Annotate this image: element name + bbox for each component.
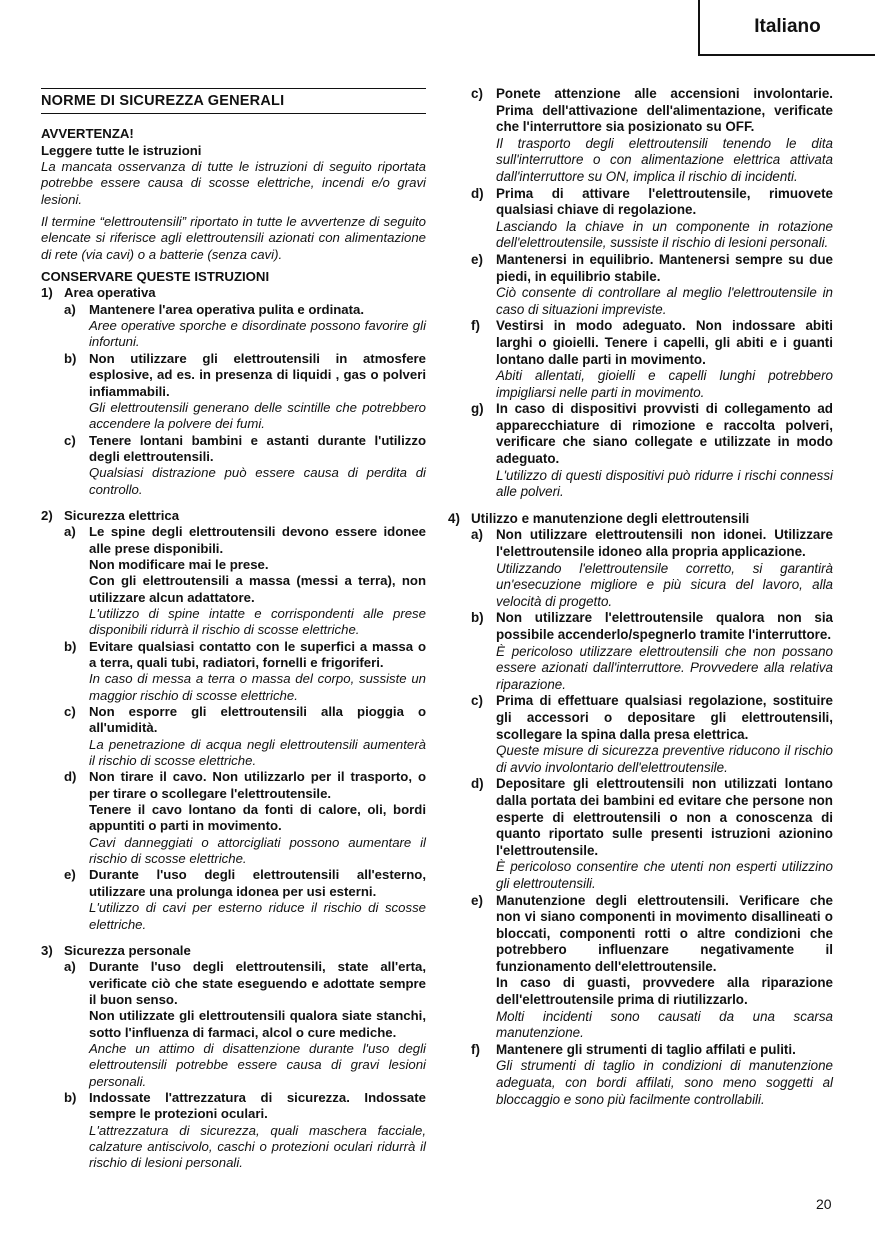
- item-letter: b): [471, 610, 484, 626]
- right-column: [448, 86, 833, 1108]
- item-instruction: Mantenere gli strumenti di taglio affilati e puliti.: [496, 1041, 796, 1057]
- item-letter: c): [64, 432, 76, 448]
- section-title: Utilizzo e manutenzione degli elettroutensili: [471, 510, 750, 526]
- list-item: [64, 639, 426, 704]
- list-item: [471, 693, 833, 776]
- list-item: [64, 524, 426, 638]
- item-letter: e): [471, 892, 483, 908]
- item-explanation: È pericoloso consentire che utenti non esperti utilizzino gli elettroutensili.: [496, 859, 833, 891]
- item-letter: f): [471, 318, 480, 334]
- item-explanation: Queste misure di sicurezza preventive riducono il rischio di avvio involontario dell'elettroutensile.: [496, 743, 833, 775]
- intro-text-1: La mancata osservanza di tutte le istruzioni di seguito riportata potrebbe essere causa di scosse elettriche, incendi e/o gravi lesioni.: [41, 159, 426, 207]
- item-letter: d): [471, 185, 484, 201]
- item-explanation: L'utilizzo di spine intatte e corrispondenti alle prese disponibili ridurrà il rischio di scosse elettriche.: [89, 605, 426, 638]
- item-instruction: In caso di guasti, provvedere alla riparazione dell'elettroutensile prima di riutilizzarlo.: [496, 975, 833, 1008]
- section-heading: [41, 285, 426, 301]
- item-instruction: Non utilizzate gli elettroutensili qualora siate stanchi, sotto l'influenza di farmaci, alcol o cure mediche.: [89, 1008, 426, 1040]
- item-explanation: Qualsiasi distrazione può essere causa di perdita di controllo.: [89, 465, 426, 497]
- item-instruction: Mantenersi in equilibrio. Mantenersi sempre su due piedi, in equilibrio stabile.: [496, 251, 833, 284]
- language-tab: Italiano: [698, 0, 875, 56]
- item-instruction: Durante l'uso degli elettroutensili all'esterno, utilizzare una prolunga idonea per usi esterni.: [89, 867, 426, 899]
- item-letter: c): [471, 693, 483, 709]
- list-item: [64, 704, 426, 769]
- page-number: 20: [816, 1196, 832, 1212]
- item-explanation: Cavi danneggiati o attorcigliati possono aumentare il rischio di scosse elettriche.: [89, 834, 426, 867]
- item-explanation: Ciò consente di controllare al meglio l'elettroutensile in caso di situazioni impreviste.: [496, 285, 833, 317]
- item-letter: a): [64, 301, 76, 317]
- list-item: [471, 401, 833, 501]
- section-number: 3): [41, 942, 53, 958]
- item-explanation: Il trasporto degli elettroutensili tenendo le dita sull'interruttore o con alimentazione elettrica attivata dall'interruttore su ON, implica il rischio di incidenti.: [496, 135, 833, 184]
- item-instruction: Vestirsi in modo adeguato. Non indossare abiti larghi o gioielli. Tenere i capelli, gli abiti e i guanti lontano dalle parti in movimento.: [496, 318, 833, 367]
- list-item: [471, 527, 833, 610]
- item-instruction: Tenere il cavo lontano da fonti di calore, oli, bordi appuntiti o parti in movimento.: [89, 802, 426, 834]
- section-heading: [41, 508, 426, 524]
- item-instruction: Non utilizzare elettroutensili non idonei. Utilizzare l'elettroutensile idoneo alla propria applicazione.: [496, 527, 833, 560]
- list-item: [64, 867, 426, 932]
- list-item: [471, 186, 833, 252]
- list-item: [64, 351, 426, 433]
- item-letter: d): [471, 776, 484, 792]
- item-instruction: Indossate l'attrezzatura di sicurezza. Indossate sempre le protezioni oculari.: [89, 1089, 426, 1122]
- item-explanation: In caso di messa a terra o massa del corpo, sussiste un maggior rischio di scosse elettriche.: [89, 671, 426, 703]
- page-title: NORME DI SICUREZZA GENERALI: [41, 88, 426, 114]
- list-item: [64, 959, 426, 1090]
- item-letter: e): [64, 867, 76, 883]
- list-item: [64, 433, 426, 498]
- warning-label: AVVERTENZA!: [41, 126, 134, 142]
- item-instruction: Ponete attenzione alle accensioni involontarie. Prima dell'attivazione dell'alimentazione, verificate che l'interruttore sia posizionato su OFF.: [496, 86, 833, 135]
- item-instruction: Durante l'uso degli elettroutensili, state all'erta, verificate ciò che state eseguendo e adottate sempre il buon senso.: [89, 959, 426, 1007]
- list-item: [64, 769, 426, 867]
- list-item: [471, 86, 833, 186]
- item-letter: c): [64, 704, 76, 720]
- section-title: Sicurezza elettrica: [64, 507, 180, 523]
- item-instruction: Evitare qualsiasi contatto con le superfici a massa o a terra, quali tubi, radiatori, fornelli e frigoriferi.: [89, 638, 426, 670]
- list-item: [471, 252, 833, 318]
- read-instructions-label: Leggere tutte le istruzioni: [41, 142, 202, 158]
- item-explanation: Gli elettroutensili generano delle scintille che potrebbero accendere la polvere dei fumi.: [89, 399, 426, 432]
- item-explanation: Abiti allentati, gioielli e capelli lunghi potrebbero impigliarsi nelle parti in movimento.: [496, 368, 833, 400]
- section-heading: [41, 943, 426, 959]
- item-explanation: L'utilizzo di cavi per esterno riduce il rischio di scosse elettriche.: [89, 900, 426, 932]
- item-letter: b): [64, 1089, 77, 1105]
- list-item: [471, 893, 833, 1042]
- item-instruction: Non tirare il cavo. Non utilizzarlo per il trasporto, o per tirare o scollegare l'elettroutensile.: [89, 769, 426, 801]
- item-letter: b): [64, 350, 77, 366]
- item-letter: a): [471, 527, 483, 543]
- list-item: [64, 1090, 426, 1172]
- item-instruction: Prima di attivare l'elettroutensile, rimuovete qualsiasi chiave di regolazione.: [496, 185, 833, 218]
- list-item: [64, 302, 426, 351]
- section-number: 4): [448, 510, 460, 526]
- item-instruction: Manutenzione degli elettroutensili. Verificare che non vi siano componenti in movimento disallineati o bloccati, componenti rotti o altre condizioni che potrebbero influenzare negativamente il funzionamento dell'elettroutensile.: [496, 892, 833, 974]
- item-letter: c): [471, 86, 483, 101]
- item-explanation: Aree operative sporche e disordinate possono favorire gli infortuni.: [89, 318, 426, 350]
- section-number: 1): [41, 285, 53, 301]
- item-explanation: Gli strumenti di taglio in condizioni di manutenzione adeguata, con bordi affilati, sono meno soggetti al bloccaggio e sono più facilmente controllabili.: [496, 1058, 833, 1107]
- left-column: [41, 86, 426, 1172]
- item-instruction: Prima di effettuare qualsiasi regolazione, sostituire gli accessori o depositare gli elettroutensili, scollegare la spina dalla presa elettrica.: [496, 693, 833, 742]
- section-title: Sicurezza personale: [64, 942, 191, 958]
- item-explanation: Utilizzando l'elettroutensile corretto, si garantirà un'esecuzione migliore e più sicura del lavoro, alla velocità di progetto.: [496, 560, 833, 609]
- item-explanation: Anche un attimo di disattenzione durante l'uso degli elettroutensili potrebbe essere causa di gravi lesioni personali.: [89, 1040, 426, 1089]
- intro-text-2: Il termine “elettroutensili” riportato in tutte le avvertenze di seguito elencate si riferisce agli elettroutensili azionati con alimentazione di rete (via cavi) o a batterie (senza cavi).: [41, 214, 426, 262]
- item-letter: b): [64, 638, 77, 654]
- item-explanation: Lasciando la chiave in un componente in rotazione dell'elettroutensile, sussiste il rischio di lesioni personali.: [496, 218, 833, 251]
- item-letter: a): [64, 524, 76, 540]
- item-explanation: L'utilizzo di questi dispositivi può ridurre i rischi connessi alle polveri.: [496, 467, 833, 500]
- item-instruction: Non utilizzare gli elettroutensili in atmosfere esplosive, ad es. in presenza di liquidi , gas o polveri infiammabili.: [89, 350, 426, 399]
- section-title: Area operativa: [64, 285, 156, 301]
- item-instruction: Non esporre gli elettroutensili alla pioggia o all'umidità.: [89, 704, 426, 736]
- item-letter: e): [471, 251, 483, 267]
- item-instruction: Mantenere l'area operativa pulita e ordinata.: [89, 301, 365, 317]
- item-explanation: È pericoloso utilizzare elettroutensili che non possano essere azionati dall'interruttore. Provvedere alla relativa riparazione.: [496, 643, 833, 692]
- item-instruction: Con gli elettroutensili a massa (messi a terra), non utilizzare alcun adattatore.: [89, 573, 426, 605]
- item-letter: g): [471, 401, 484, 417]
- list-item: [471, 1042, 833, 1108]
- item-letter: d): [64, 769, 77, 785]
- list-item: [471, 776, 833, 892]
- item-letter: a): [64, 959, 76, 975]
- item-instruction: Le spine degli elettroutensili devono essere idonee alle prese disponibili.: [89, 524, 426, 556]
- item-instruction: In caso di dispositivi provvisti di collegamento ad apparecchiature di rimozione e raccolta polveri, verificare che siano collegate e utilizzate in modo adeguato.: [496, 401, 833, 467]
- list-item: [471, 610, 833, 693]
- item-explanation: Molti incidenti sono causati da una scarsa manutenzione.: [496, 1008, 833, 1041]
- section-number: 2): [41, 507, 53, 523]
- item-instruction: Depositare gli elettroutensili non utilizzati lontano dalla portata dei bambini ed evitare che persone non esperte di elettroutensili o non a conoscenza di quanto riportato sulle presenti istruzioni azionino l'elettroutensile.: [496, 776, 833, 858]
- item-letter: f): [471, 1041, 480, 1057]
- item-instruction: Tenere lontani bambini e astanti durante l'utilizzo degli elettroutensili.: [89, 432, 426, 464]
- item-instruction: Non modificare mai le prese.: [89, 556, 269, 572]
- section-heading: [448, 511, 833, 528]
- keep-instructions-label: CONSERVARE QUESTE ISTRUZIONI: [41, 269, 270, 285]
- item-explanation: L'attrezzatura di sicurezza, quali maschera facciale, calzature antiscivolo, caschi o protezioni oculari ridurrà il rischio di lesioni personali.: [89, 1122, 426, 1171]
- item-instruction: Non utilizzare l'elettroutensile qualora non sia possibile accenderlo/spegnerlo tramite l'interruttore.: [496, 610, 833, 642]
- item-explanation: La penetrazione di acqua negli elettroutensili aumenterà il rischio di scosse elettriche.: [89, 736, 426, 769]
- list-item: [471, 318, 833, 401]
